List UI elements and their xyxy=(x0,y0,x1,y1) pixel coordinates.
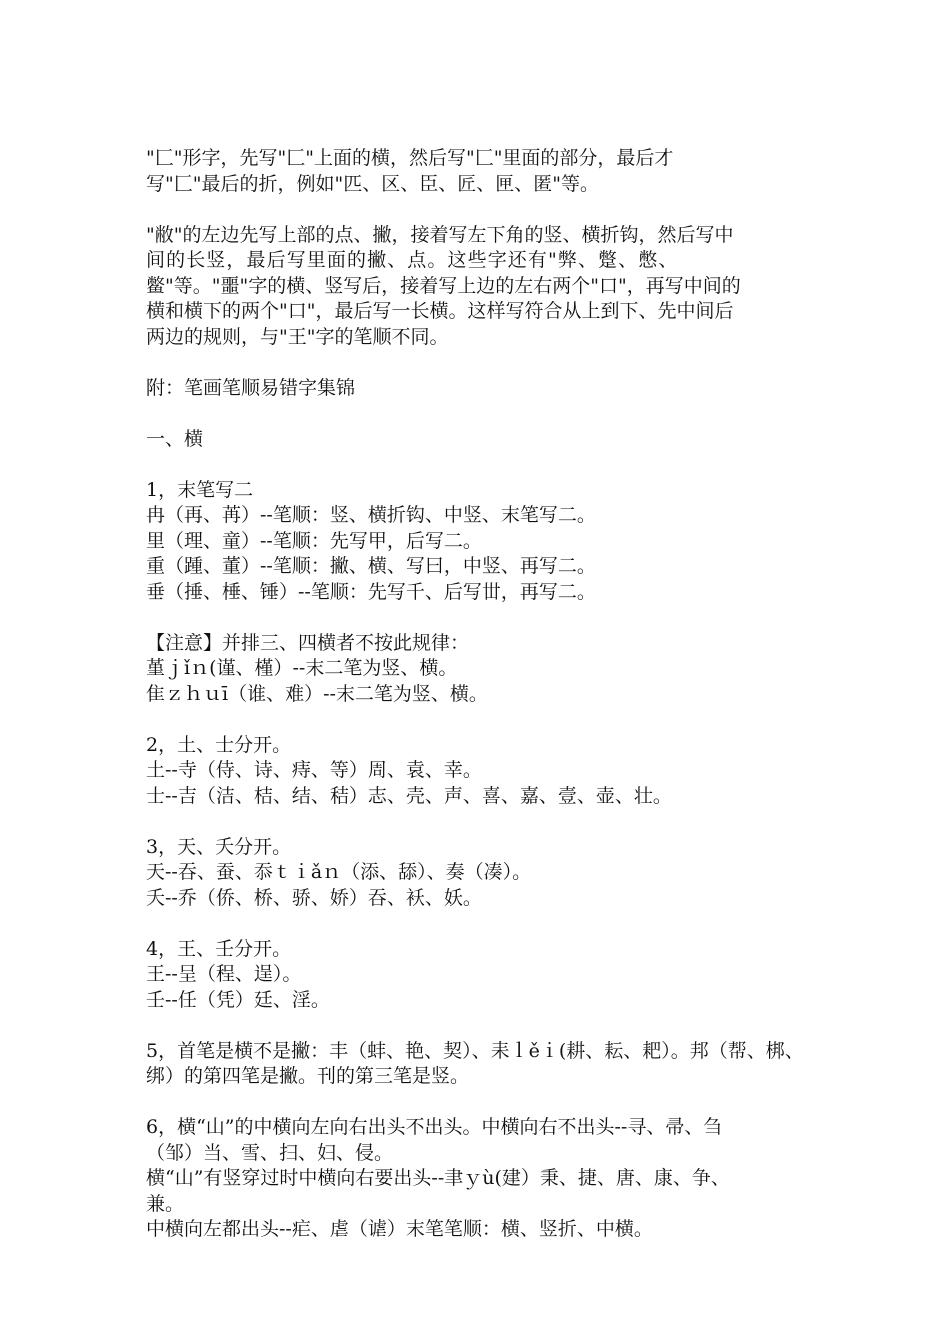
text-line: 3，天、夭分开。 xyxy=(146,835,292,858)
text-line: 附：笔画笔顺易错字集锦 xyxy=(146,376,356,399)
text-line: （邹）当、雪、扫、妇、侵。 xyxy=(146,1141,394,1164)
text-line: 堇ｊǐｎ(谨、槿）--末二笔为竖、横。 xyxy=(146,657,458,679)
paragraph-gap xyxy=(146,1013,826,1039)
text-line: 横和横下的两个"口"，最后写一长横。这样写符合从上到下、先中间后 xyxy=(146,300,734,322)
text-line: 夭--乔（侨、桥、骄、娇）吞、袄、妖。 xyxy=(146,886,482,909)
text-line: 2，土、士分开。 xyxy=(146,733,292,756)
paragraph-gap xyxy=(146,911,826,937)
item-4 xyxy=(146,937,826,1014)
text-line: 【注意】并排三、四横者不按此规律： xyxy=(146,631,470,654)
item-6 xyxy=(146,1115,826,1243)
text-line: 天--吞、蚕、忝ｔｉǎｎ（添、舔）、奏（凑）。 xyxy=(146,861,532,883)
text-line: 4，王、壬分开。 xyxy=(146,937,292,960)
text-line: 里（理、童）--笔顺：先写甲，后写二。 xyxy=(146,529,482,552)
paragraph-gap xyxy=(146,197,826,223)
appendix-title xyxy=(146,376,826,402)
para-anqu-rule xyxy=(146,146,826,197)
text-line: 壬--任（凭）廷、淫。 xyxy=(146,988,330,1011)
text-line: 隹ｚｈｕī（谁、难）--末二笔为竖、横。 xyxy=(146,682,488,705)
paragraph-gap xyxy=(146,401,826,427)
text-line: 6，横“山”的中横向左向右出头不出头。中横向右不出头--寻、帚、刍 xyxy=(146,1116,723,1138)
item-2 xyxy=(146,733,826,810)
item-3 xyxy=(146,835,826,912)
text-line: "匚"形字，先写"匚"上面的横，然后写"匚"里面的部分，最后才 xyxy=(146,147,674,169)
text-line: 两边的规则，与"王"字的笔顺不同。 xyxy=(146,325,449,348)
text-line: 5，首笔是横不是撇：丰（蚌、艳、契）、耒ｌěｉ(耕、耘、耙）。邦（帮、梆、 xyxy=(146,1039,804,1062)
paragraph-gap xyxy=(146,452,826,478)
text-line: 绑）的第四笔是撇。刊的第三笔是竖。 xyxy=(146,1065,470,1087)
item-5 xyxy=(146,1039,826,1090)
text-line: 横“山”有竖穿过时中横向右要出头--聿ｙù(建）秉、捷、唐、康、争、 xyxy=(146,1167,730,1189)
paragraph-gap xyxy=(146,1090,826,1116)
paragraph-gap xyxy=(146,707,826,733)
text-line: 土--寺（侍、诗、痔、等）周、袁、幸。 xyxy=(146,759,482,781)
text-line: 士--吉（洁、桔、结、秸）志、壳、声、喜、嘉、壹、壶、壮。 xyxy=(146,784,672,807)
text-line: 王--呈（程、逞）。 xyxy=(146,963,302,985)
text-line: 一、横 xyxy=(146,427,204,450)
paragraph-gap xyxy=(146,350,826,376)
text-line: 冉（再、苒）--笔顺：竖、横折钩、中竖、末笔写二。 xyxy=(146,504,596,526)
section-heading-heng xyxy=(146,427,826,453)
item-1 xyxy=(146,478,826,606)
text-line: 1，末笔写二 xyxy=(146,478,254,501)
document-page xyxy=(146,146,826,1243)
text-line: 兼。 xyxy=(146,1192,185,1215)
text-line: 垂（捶、棰、锤）--笔顺：先写千、后写丗，再写二。 xyxy=(146,580,596,603)
paragraph-gap xyxy=(146,809,826,835)
text-line: 写"匚"最后的折，例如"匹、区、臣、匠、匣、匿"等。 xyxy=(146,172,599,195)
text-line: 鳖"等。"噩"字的横、竖写后，接着写上边的左右两个"口"，再写中间的 xyxy=(146,274,741,297)
para-bi-e-rule xyxy=(146,223,826,351)
note-block xyxy=(146,631,826,708)
text-line: "敝"的左边先写上部的点、撇，接着写左下角的竖、横折钩，然后写中 xyxy=(146,223,734,246)
text-line: 重（踵、董）--笔顺：撇、横、写曰，中竖、再写二。 xyxy=(146,555,596,577)
paragraph-gap xyxy=(146,605,826,631)
text-line: 间的长竖，最后写里面的撇、点。这些字还有"弊、蹩、憋、 xyxy=(146,249,679,271)
text-line: 中横向左都出头--疟、虐（谑）末笔笔顺：横、竖折、中横。 xyxy=(146,1218,653,1240)
